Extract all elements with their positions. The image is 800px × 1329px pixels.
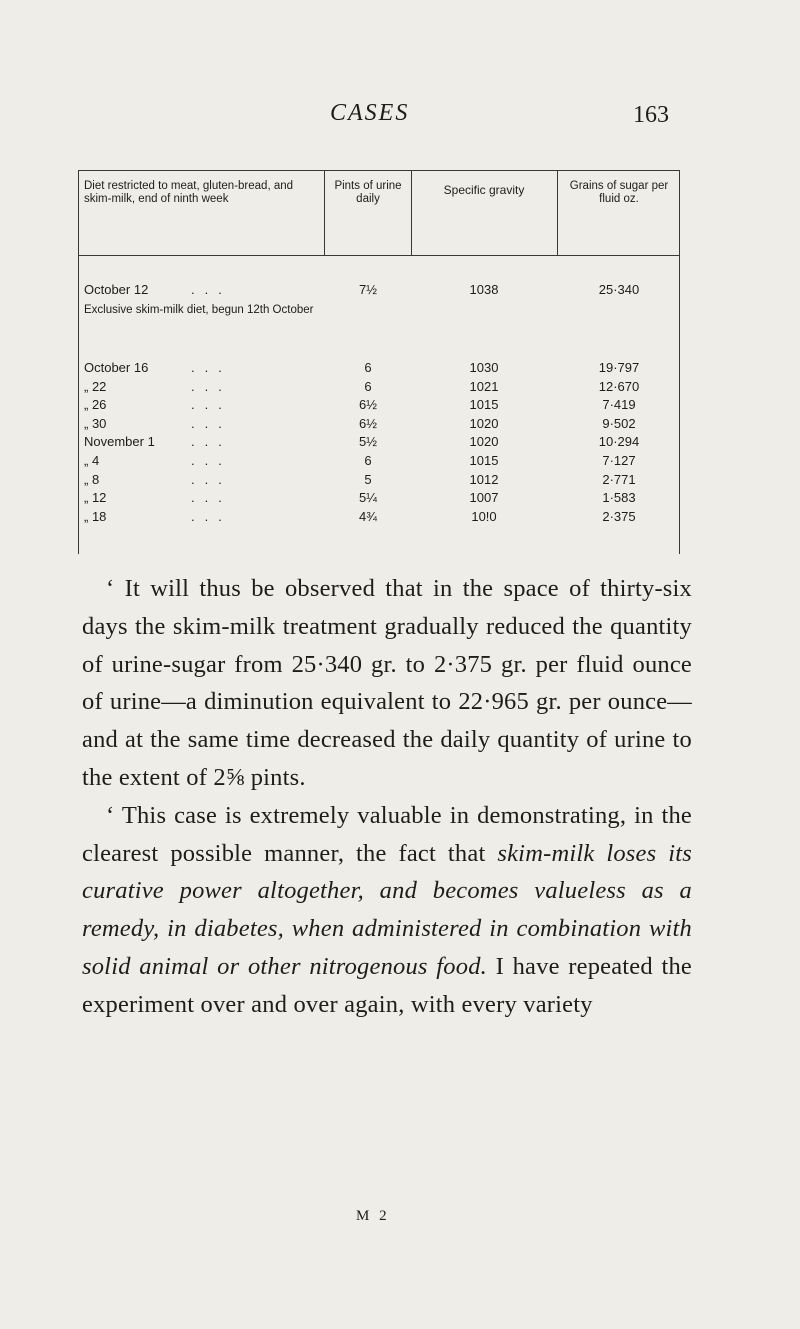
pints-cell: 5 — [364, 471, 372, 487]
leader-dots: ... — [191, 508, 232, 524]
table-row — [78, 509, 680, 526]
table-row — [78, 472, 680, 489]
running-head — [0, 100, 800, 140]
pints-cell: 7½ — [358, 282, 378, 297]
header-diet: Diet restricted to meat, gluten-bread, and skim-milk, end of ninth week — [84, 180, 294, 205]
paragraph-1: ‘ It will thus be observed that in the space of thirty-six days the skim-milk treatment gradually reduced the quantity of urine-sugar from 25·340 gr. to 2·375 gr. per fluid ounce of urine—a diminution equivalent to 22·965 gr. per ounce—and at the same time decreased the daily quantity of urine to the extent of 2⅝ pints. — [82, 575, 692, 791]
date-cell: „ 8 — [84, 471, 100, 487]
table-row — [78, 490, 680, 507]
gravity-cell: 1020 — [469, 415, 499, 431]
gravity-cell: 1038 — [469, 282, 499, 297]
leader-dots: ... — [191, 415, 232, 431]
grains-cell: 2·771 — [602, 471, 636, 487]
table-row — [78, 453, 680, 470]
paragraph-2-start: ‘ This case is extremely valuable in demonstrating, in the clearest possible manner, the fact that — [82, 801, 692, 867]
leader-dots: ... — [191, 397, 232, 413]
pints-cell: 6 — [364, 360, 372, 375]
table-row — [78, 282, 680, 299]
date-cell: „ 12 — [84, 490, 107, 506]
gravity-cell: 1007 — [469, 490, 499, 506]
pints-cell: 6 — [364, 453, 372, 468]
date-cell: November 1 — [84, 434, 155, 450]
leader-dots: ... — [191, 434, 232, 450]
page-number: 163 — [633, 102, 669, 128]
signature-mark: M 2 — [356, 1208, 390, 1224]
gravity-cell: 1015 — [469, 397, 499, 413]
gravity-cell: 1021 — [469, 378, 499, 394]
date-cell: October 12 — [84, 282, 149, 297]
table-row — [78, 397, 680, 414]
body-text — [82, 570, 692, 1024]
grains-cell: 7·419 — [602, 397, 636, 413]
header-grains: Grains of sugar per fluid oz. — [569, 180, 669, 205]
paragraph-2 — [82, 797, 692, 1024]
date-cell: „ 26 — [84, 397, 107, 413]
pints-cell: 6½ — [358, 397, 378, 413]
gravity-cell: 1030 — [469, 360, 499, 375]
leader-dots: ... — [191, 453, 232, 468]
header-gravity: Specific gravity — [443, 183, 525, 197]
table-row — [78, 379, 680, 396]
leader-dots: ... — [191, 360, 232, 375]
paragraph-2-italic: skim-milk loses its curative power altogether, and becomes valueless as a remedy, in diabetes, when administered in combination with solid animal or other nitrogenous food. — [82, 839, 692, 980]
header-pints: Pints of urine daily — [334, 180, 402, 205]
table-row — [78, 416, 680, 433]
grains-cell: 10·294 — [598, 434, 640, 450]
leader-dots: ... — [191, 378, 232, 394]
grains-cell: 12·670 — [598, 378, 640, 394]
date-cell: „ 30 — [84, 415, 107, 431]
pints-cell: 6½ — [358, 415, 378, 431]
gravity-cell: 10!0 — [471, 508, 497, 524]
diet-note: Exclusive skim-milk diet, begun 12th October — [84, 304, 314, 316]
gravity-cell: 1015 — [469, 453, 499, 468]
pints-cell: 5½ — [358, 434, 378, 450]
leader-dots: ... — [191, 471, 232, 487]
gravity-cell: 1020 — [469, 434, 499, 450]
date-cell: October 16 — [84, 360, 149, 375]
date-cell: „ 4 — [84, 453, 100, 468]
grains-cell: 7·127 — [602, 453, 636, 468]
leader-dots: ... — [191, 490, 232, 506]
grains-cell: 19·797 — [598, 360, 640, 375]
leader-dots: ... — [191, 282, 232, 297]
grains-cell: 2·375 — [602, 508, 636, 524]
grains-cell: 25·340 — [598, 282, 640, 297]
date-cell: „ 22 — [84, 378, 107, 394]
grains-cell: 1·583 — [602, 490, 636, 506]
table-note-row — [78, 304, 680, 334]
date-cell: „ 18 — [84, 508, 107, 524]
paragraph-2-end: I have repeated the experiment over and over again, with every variety — [82, 952, 692, 1018]
table-row — [78, 434, 680, 451]
gravity-cell: 1012 — [469, 471, 499, 487]
pints-cell: 6 — [364, 378, 372, 394]
table-row — [78, 360, 680, 377]
pints-cell: 4¾ — [358, 508, 378, 524]
grains-cell: 9·502 — [602, 415, 636, 431]
running-title: CASES — [330, 100, 410, 126]
pints-cell: 5¼ — [358, 490, 378, 506]
urine-sugar-table — [78, 170, 680, 554]
